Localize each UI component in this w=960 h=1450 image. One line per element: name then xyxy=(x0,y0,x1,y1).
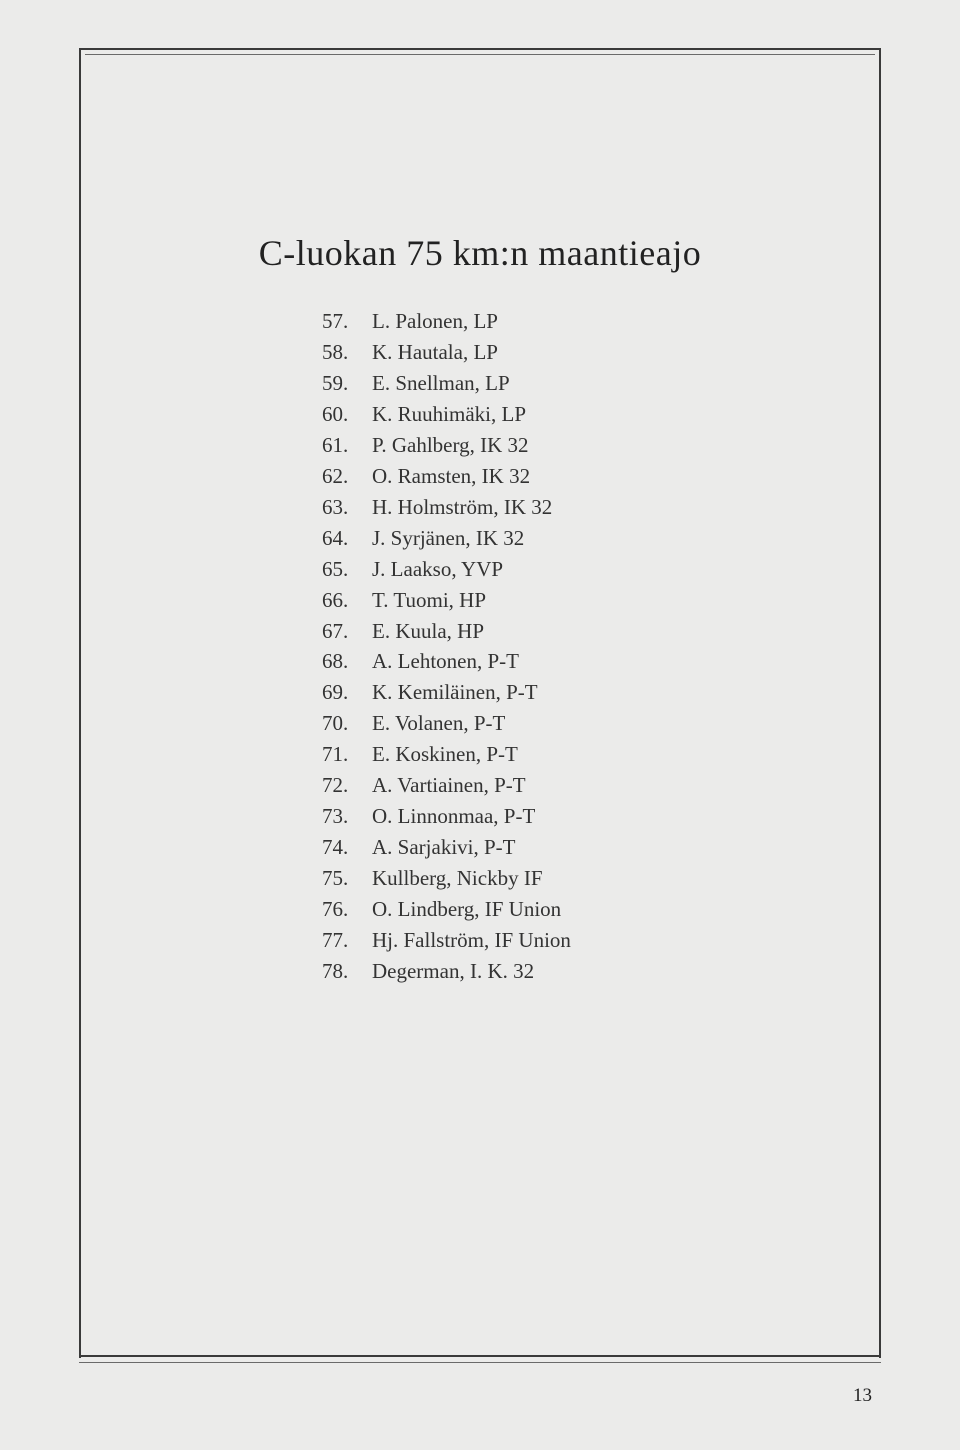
result-name: K. Hautala, LP xyxy=(372,339,498,364)
result-name: A. Lehtonen, P-T xyxy=(372,649,519,674)
page-number: 13 xyxy=(853,1385,872,1406)
list-item xyxy=(322,399,571,430)
list-item xyxy=(322,492,571,523)
result-name: O. Linnonmaa, P-T xyxy=(372,804,536,829)
result-name: E. Koskinen, P-T xyxy=(372,742,518,767)
list-item xyxy=(322,337,571,368)
result-name: P. Gahlberg, IK 32 xyxy=(372,432,529,457)
frame-bottom-inner-border xyxy=(79,1362,881,1363)
result-name: K. Kemiläinen, P-T xyxy=(372,680,538,705)
result-number: 63. xyxy=(322,494,349,519)
result-number: 58. xyxy=(322,339,349,364)
result-number: 68. xyxy=(322,649,349,674)
result-number: 72. xyxy=(322,773,349,798)
result-number: 65. xyxy=(322,556,349,581)
frame-top-border xyxy=(79,48,881,50)
list-item xyxy=(322,461,571,492)
result-name: J. Laakso, YVP xyxy=(372,556,504,581)
list-item xyxy=(322,368,571,399)
result-number: 69. xyxy=(322,680,349,705)
list-item xyxy=(322,306,571,337)
result-name: E. Snellman, LP xyxy=(372,370,510,395)
result-name: E. Kuula, HP xyxy=(372,618,484,643)
list-item xyxy=(322,616,571,647)
list-item xyxy=(322,554,571,585)
frame-bottom-border xyxy=(79,1355,881,1357)
result-number: 76. xyxy=(322,897,349,922)
result-number: 66. xyxy=(322,587,349,612)
result-number: 62. xyxy=(322,463,349,488)
list-item xyxy=(322,925,571,956)
result-number: 70. xyxy=(322,711,349,736)
result-name: Kullberg, Nickby IF xyxy=(372,866,543,891)
result-name: O. Ramsten, IK 32 xyxy=(372,463,531,488)
result-number: 59. xyxy=(322,370,349,395)
result-number: 73. xyxy=(322,804,349,829)
list-item xyxy=(322,894,571,925)
result-name: K. Ruuhimäki, LP xyxy=(372,401,527,426)
list-item xyxy=(322,708,571,739)
list-item xyxy=(322,677,571,708)
result-name: Degerman, I. K. 32 xyxy=(372,959,535,984)
result-name: A. Vartiainen, P-T xyxy=(372,773,526,798)
result-number: 60. xyxy=(322,401,349,426)
result-number: 57. xyxy=(322,309,349,333)
result-number: 75. xyxy=(322,866,349,891)
result-name: E. Volanen, P-T xyxy=(372,711,506,736)
result-number: 64. xyxy=(322,525,349,550)
result-name: L. Palonen, LP xyxy=(372,309,498,333)
result-name: A. Sarjakivi, P-T xyxy=(372,835,516,860)
result-number: 77. xyxy=(322,928,349,953)
list-item xyxy=(322,956,571,987)
result-number: 61. xyxy=(322,432,349,457)
list-item xyxy=(322,739,571,770)
result-name: J. Syrjänen, IK 32 xyxy=(372,525,525,550)
result-number: 67. xyxy=(322,618,349,643)
list-item xyxy=(322,863,571,894)
result-name: H. Holmström, IK 32 xyxy=(372,494,553,519)
list-item xyxy=(322,646,571,677)
results-list xyxy=(322,306,571,987)
result-name: T. Tuomi, HP xyxy=(372,587,486,612)
result-number: 71. xyxy=(322,742,349,767)
page-title: C-luokan 75 km:n maantieajo xyxy=(258,233,702,273)
result-name: O. Lindberg, IF Union xyxy=(372,897,562,922)
list-item xyxy=(322,430,571,461)
list-item xyxy=(322,770,571,801)
frame-top-inner-border xyxy=(85,54,875,55)
result-name: Hj. Fallström, IF Union xyxy=(372,928,571,953)
list-item xyxy=(322,801,571,832)
list-item xyxy=(322,523,571,554)
result-number: 74. xyxy=(322,835,349,860)
list-item xyxy=(322,585,571,616)
list-item xyxy=(322,832,571,863)
result-number: 78. xyxy=(322,959,349,984)
